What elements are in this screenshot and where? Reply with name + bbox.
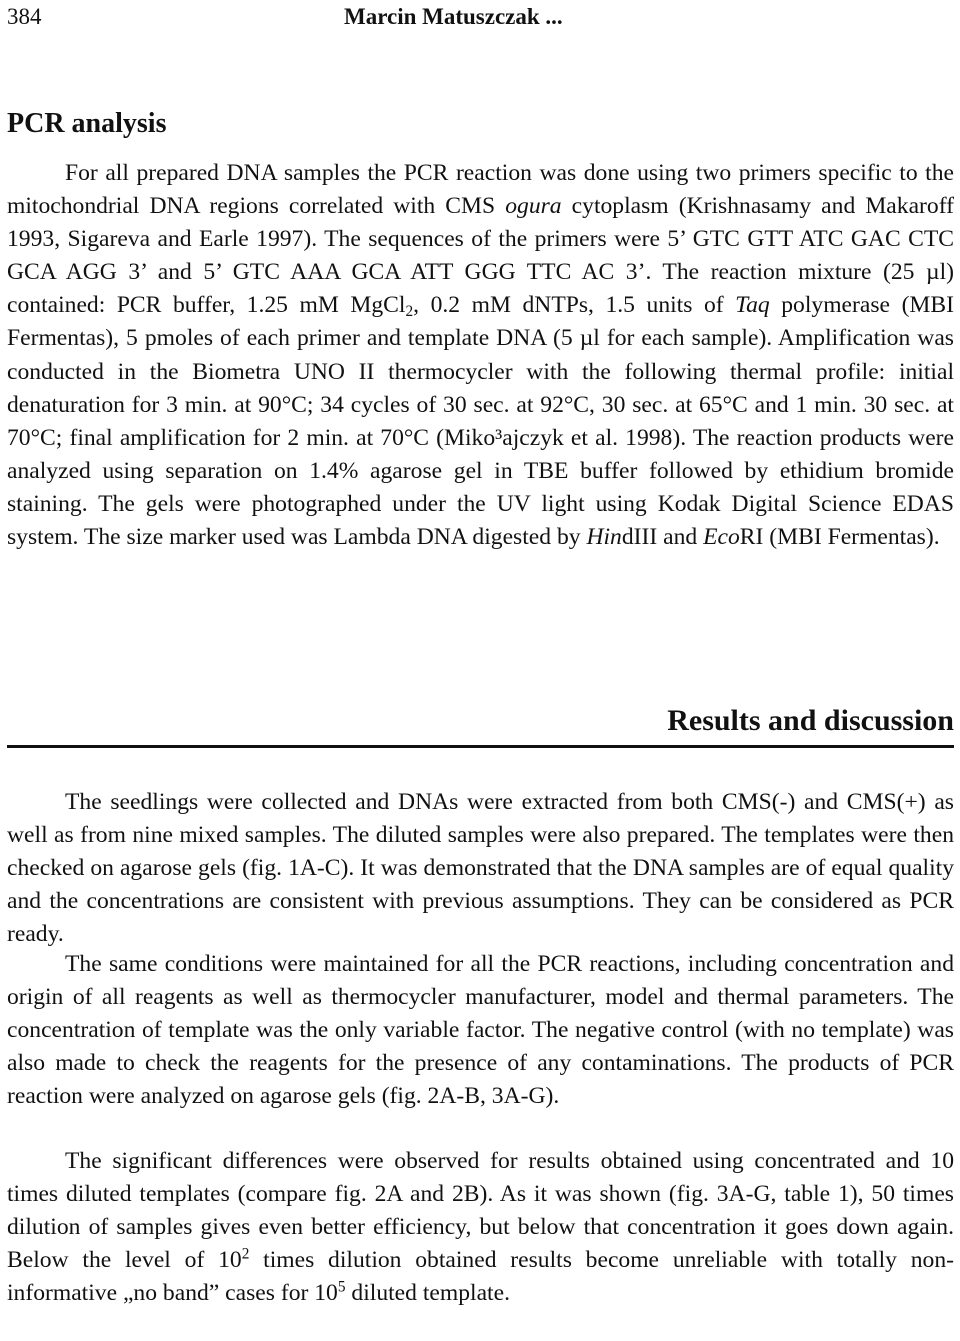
page-number: 384 — [7, 4, 42, 29]
text-run: polymerase (MBI Fermentas), 5 pmoles of each primer and template DNA (5 µl for each sample). Amplification was conducted in the Biometra UNO II thermocycler with the following thermal profile: initial denaturation for 3 min. at 90°C; 34 cycles of 30 sec. at 92°C, 30 sec. at 65°C and 1 min. 30 sec. at 70°C; final amplification for 2 min. at 70°C (Miko³ajczyk et al. 1998). The reaction products were analyzed using separation on 1.4% agarose gel in TBE buffer followed by ethidium bromide staining. The gels were photographed under the UV light using Kodak Digital Science EDAS system. The size marker used was Lambda DNA digested by — [7, 292, 954, 551]
italic-term-eco: Eco — [703, 524, 740, 551]
italic-term-ogura: ogura — [505, 193, 562, 220]
paragraph-results-3 — [7, 1145, 954, 1310]
text-run: The seedlings were collected and DNAs were extracted from both CMS(-) and CMS(+) as well as from nine mixed samples. The diluted samples were also prepared. The templates were then checked on agarose gels (fig. 1A-C). It was demonstrated that the DNA samples are of equal quality and the concentrations are consistent with previous assumptions. They can be considered as PCR ready. — [7, 789, 954, 948]
text-run: , 0.2 mM dNTPs, 1.5 units of — [413, 292, 736, 319]
text-run: diluted template. — [345, 1280, 510, 1307]
paragraph-pcr-methods — [7, 157, 954, 554]
text-run: The same conditions were maintained for all the PCR reactions, including concentration and origin of all reagents as well as thermocycler manufacturer, model and thermal parameters. The concentration of template was the only variable factor. The negative control (with no template) was also made to check the reagents for the presence of any contaminations. The products of PCR reaction were analyzed on agarose gels (fig. 2A-B, 3A-G). — [7, 951, 954, 1110]
superscript: 2 — [241, 1245, 250, 1263]
section-rule — [7, 745, 954, 748]
text-run: The significant differences were observed for results obtained using concentrated and 10 times diluted templates (compare fig. 2A and 2B). As it was shown (fig. 3A-G, table 1), 50 times dilution of samples gives even better efficiency, but below that concentration it goes down again. Below the level of 10 — [7, 1148, 954, 1274]
paragraph-results-1 — [7, 786, 954, 951]
running-author: Marcin Matuszczak ... — [344, 4, 563, 29]
text-run: times dilution obtained results become unreliable with totally non-informative „no band” cases for 10 — [7, 1247, 954, 1307]
text-run: dIII and — [621, 524, 704, 551]
section-title-results-discussion: Results and discussion — [667, 704, 954, 737]
italic-term-hin: Hin — [586, 524, 622, 551]
text-run: cytoplasm (Krishnasamy and Makaroff 1993, Sigareva and Earle 1997). The sequences of the primers were 5’ GTC GTT ATC GAC CTC GCA AGG 3’ and 5’ GTC AAA GCA ATT GGG TTC AC 3’. The reaction mixture (25 µl) contained: PCR buffer, 1.25 mM MgCl — [7, 193, 954, 319]
subscript: 2 — [405, 303, 414, 321]
superscript: 5 — [337, 1278, 346, 1296]
paragraph-results-2 — [7, 948, 954, 1113]
text-run: For all prepared DNA samples the PCR reaction was done using two primers specific to the mitochondrial DNA regions correlated with CMS — [7, 160, 954, 220]
text-run: RI (MBI Fermentas). — [739, 524, 940, 551]
section-title-pcr-analysis: PCR analysis — [7, 108, 167, 139]
italic-term-taq: Taq — [735, 292, 770, 319]
